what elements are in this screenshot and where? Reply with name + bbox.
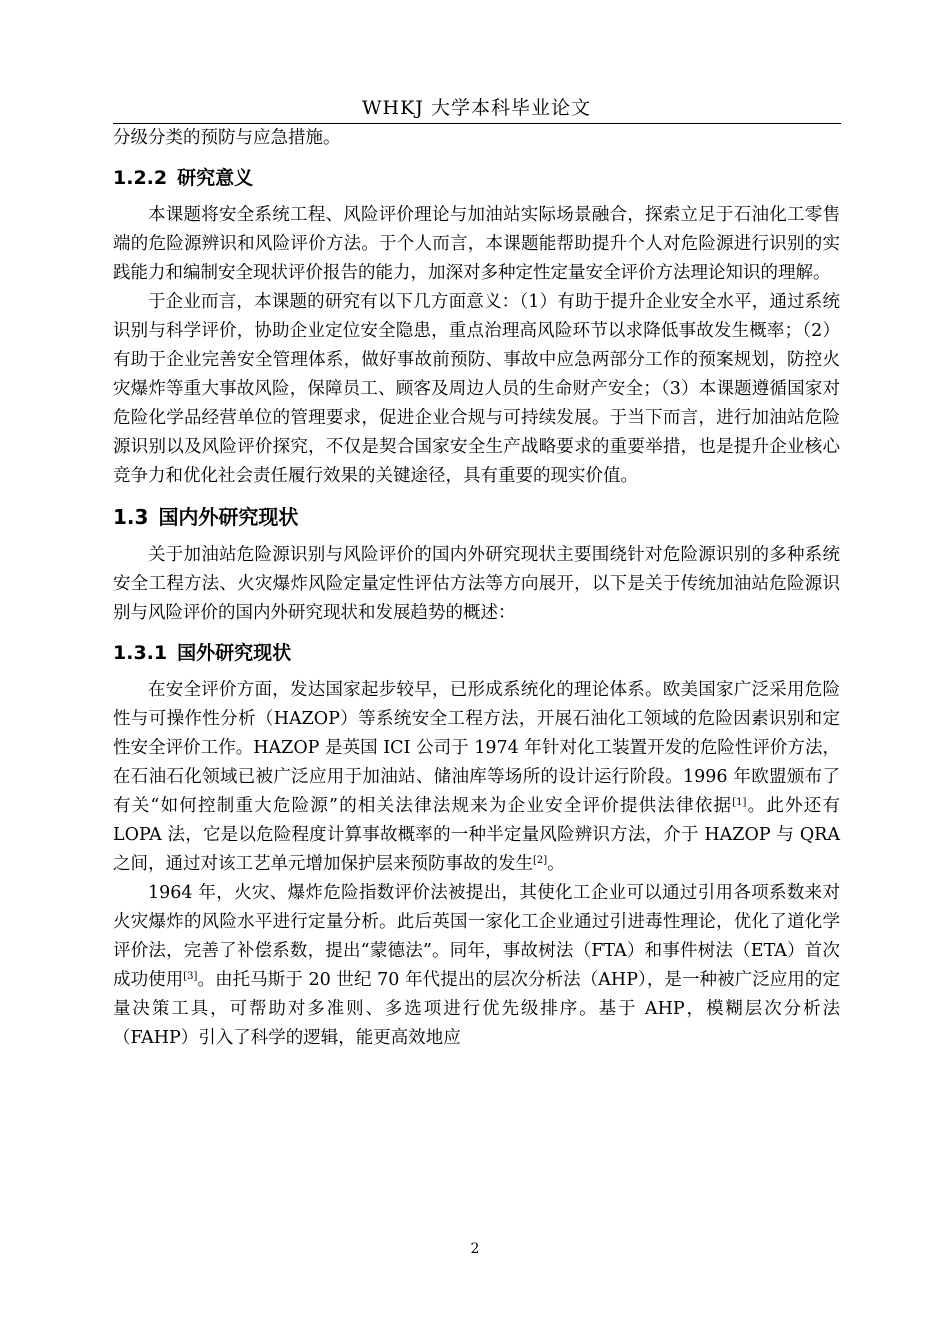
paragraph <box>113 676 840 879</box>
paragraph-text: 。此外还有 LOPA 法，它是以危险程度计算事故概率的一种半定量风险辨识方法，介于 HAZOP 与 QRA 之间，通过对该工艺单元增加保护层来预防事故的发生 <box>113 796 841 874</box>
section-title: 国内外研究现状 <box>158 505 299 529</box>
paragraph: 关于加油站危险源识别与风险评价的国内外研究现状主要围绕针对危险源识别的多种系统安全工程方法、火灾爆炸风险定量定性评估方法等方向展开，以下是关于传统加油站危险源识别与风险评价的国内外研究现状和发展趋势的概述： <box>113 545 840 623</box>
section-number: 1.3 <box>113 505 149 529</box>
paragraph-text: 。 <box>547 854 565 874</box>
page-header: WHKJ 大学本科毕业论文 <box>362 97 591 119</box>
page-number: 2 <box>470 1241 480 1257</box>
section-title: 国外研究现状 <box>177 642 292 664</box>
section-heading-1-3-1 <box>113 628 840 676</box>
paragraph: 分级分类的预防与应急措施。 <box>113 128 341 148</box>
paragraph-text: 。由托马斯于 20 世纪 70 年代提出的层次分析法（AHP），是一种被广泛应用的定量决策工具，可帮助对多准则、多选项进行优先级排序。基于 AHP，模糊层次分析法（FAHP）引入了科学的逻辑，能更高效地应 <box>113 970 840 1048</box>
citation-ref: [1] <box>732 797 747 808</box>
section-heading-1-2-2 <box>113 153 840 201</box>
citation-ref: [3] <box>183 971 198 982</box>
paragraph <box>113 879 840 1053</box>
citation-ref: [2] <box>533 855 548 866</box>
paragraph: 于企业而言，本课题的研究有以下几方面意义：（1）有助于提升企业安全水平，通过系统识别与科学评价，协助企业定位安全隐患，重点治理高风险环节以求降低事故发生概率；（2）有助于企业完善安全管理体系，做好事故前预防、事故中应急两部分工作的预案规划，防控火灾爆炸等重大事故风险，保障员工、顾客及周边人员的生命财产安全；（3）本课题遵循国家对危险化学品经营单位的管理要求，促进企业合规与可持续发展。于当下而言，进行加油站危险源识别以及风险评价探究，不仅是契合国家安全生产战略要求的重要举措，也是提升企业核心竞争力和优化社会责任履行效果的关键途径，具有重要的现实价值。 <box>113 292 840 486</box>
section-heading-1-3 <box>113 491 840 541</box>
section-title: 研究意义 <box>177 167 254 189</box>
paragraph: 本课题将安全系统工程、风险评价理论与加油站实际场景融合，探索立足于石油化工零售端的危险源辨识和风险评价方法。于个人而言，本课题能帮助提升个人对危险源进行识别的实践能力和编制安全现状评价报告的能力，加深对多种定性定量安全评价方法理论知识的理解。 <box>113 205 840 283</box>
section-number: 1.2.2 <box>113 167 168 189</box>
paragraph-text: 在安全评价方面，发达国家起步较早，已形成系统化的理论体系。欧美国家广泛采用危险性与可操作性分析（HAZOP）等系统安全工程方法，开展石油化工领域的危险因素识别和定性安全评价工作。HAZOP 是英国 ICI 公司于 1974 年针对化工装置开发的危险性评价方法，在石油石化领域已被广泛应用于加油站、储油库等场所的设计运行阶段。1996 年欧盟颁布了有关“如何控制重大危险源”的相关法律法规来为企业安全评价提供法律依据 <box>113 680 840 816</box>
page-body <box>113 124 840 1053</box>
section-number: 1.3.1 <box>113 642 168 664</box>
paragraph-text: 1964 年，火灾、爆炸危险指数评价法被提出，其使化工企业可以通过引用各项系数来对火灾爆炸的风险水平进行定量分析。此后英国一家化工企业通过引进毒性理论，优化了道化学评价法，完善了补偿系数，提出“蒙德法”。同年，事故树法（FTA）和事件树法（ETA）首次成功使用 <box>113 883 840 990</box>
